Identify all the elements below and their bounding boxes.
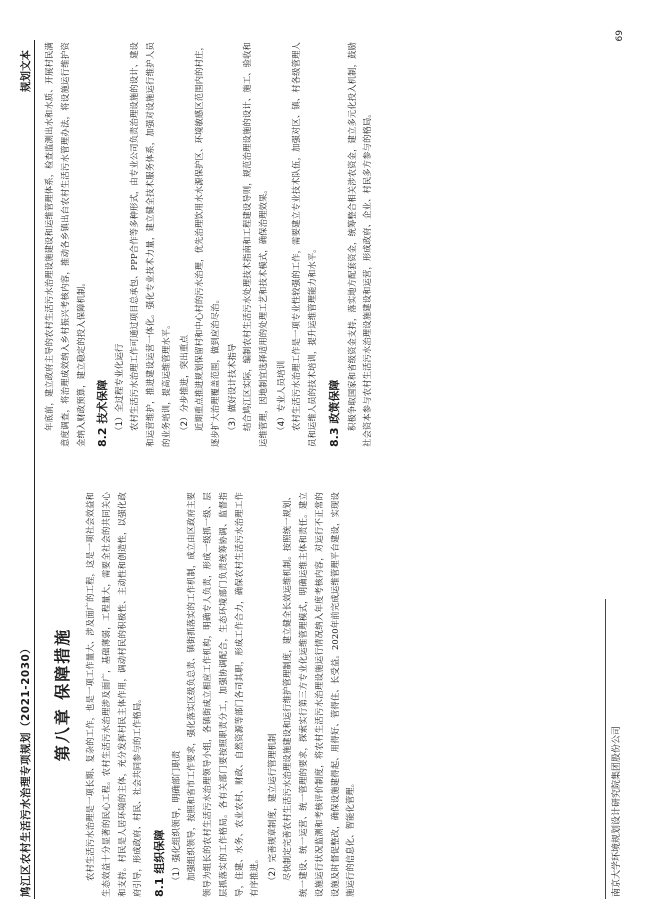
section-8-1-2-title: （2）完善规章制度，建立运行管理机制 bbox=[268, 733, 279, 885]
section-8-2-4-text: 农村生活污水治理工作是一项专业性较强的工作，需要建立专业技术队伍，加强对区、镇、村各级管理人员和运维人员的技术培训，提升运维管理能力和水平。 bbox=[290, 42, 317, 447]
page-number: 69 bbox=[615, 30, 625, 42]
section-8-1-1-title: （1）强化组织领导，明确部门职责 bbox=[172, 750, 183, 885]
section-8-2-1-title: （1）全过程专业化运行 bbox=[115, 343, 126, 435]
section-8-2-3-text: 结合鸠江区实际，编制农村生活污水处理技术指南和工程建设导则，规范治理设施的设计、施工、验收和运维管理，因地制宜选择适用的处理工艺和技术模式，确保治理效果。 bbox=[242, 42, 269, 447]
footer-organization: 南京大学环境规划设计研究院集团股份公司 bbox=[612, 725, 622, 897]
left-column bbox=[42, 492, 597, 897]
header-right-title: 规划文本 bbox=[20, 50, 32, 92]
header-left-title: 鸠江区农村生活污水治理专项规划（2021-2030） bbox=[20, 642, 32, 897]
section-8-1-3-text: 年底前，建立政府主导的农村生活污水治理设施建设和运维管理体系，检查监测出水和水质、开展村民满意度调查，将治理成效纳入乡村振兴考核内容，推动各乡镇出台农村生活污水管理办法，将设施运行维护资金纳入财政预算，建立稳定的投入保障机制。 bbox=[44, 42, 86, 447]
section-8-1-1-text: 加强组织领导，按照和省市工作要求，强化落实区级负总责、镇街抓落实的工作机制，成立由区政府主要领导为组长的农村生活污水治理领导小组，各镇街成立相应工作机构，明确专人负责，形成一级抓一级、层层抓落实的工作格局。各有关部门要按照职责分工，加强协调配合，生态环境部门负责统筹协调、监督指导，住建、水务、农业农村、财政、自然资源等部门各司其职，形成工作合力，确保农村生活污水治理工作有序推进。 bbox=[186, 492, 260, 897]
section-8-2-4-title: （4）专业人员培训 bbox=[276, 360, 287, 435]
chapter-title: 第八章 保障措施 bbox=[53, 627, 72, 762]
right-column bbox=[42, 42, 597, 447]
section-8-2-2-title: （2）分步推进，突出重点 bbox=[179, 335, 190, 435]
section-8-3-title: 8.3 政策保障 bbox=[327, 379, 341, 447]
section-8-1-title: 8.1 组织保障 bbox=[153, 829, 167, 897]
section-8-2-title: 8.2 技术保障 bbox=[96, 379, 110, 447]
section-8-2-2-text: 近期重点推进规划保留村和中心村的污水治理，优先治理饮用水水源保护区、环境敏感区范围内的村庄，逐步扩大治理覆盖范围，做到应治尽治。 bbox=[193, 42, 220, 447]
section-8-2-1-text: 农村生活污水治理工作可通过项目总承包、PPP合作等多种形式，由专业公司负责治理设施的设计、建设和运营维护，推进建设运营一体化。强化专业技术力量，建立健全技术服务体系，加强对设施运行维护人员的业务培训，提高运维管理水平。 bbox=[129, 42, 171, 447]
footer-rule bbox=[605, 599, 606, 899]
section-8-2-3-title: （3）做好设计技术指导 bbox=[228, 343, 239, 435]
chapter-intro: 农村生活污水治理是一项长期、复杂的工作，也是一项工作量大、涉及面广的工程，这是一项社会效益和生态效益十分显著的民心工程。农村生活污水治理涉及面广，基础薄弱，工程量大，需要全社会的共同关心和支持。村民是人居环境的主体，充分发挥村民主体作用，调动村民的积极性、主动性和创造性，以强化政府引导，形成政府、村民、社会共同参与的工作格局。 bbox=[85, 492, 143, 897]
header-rule bbox=[34, 40, 35, 899]
section-8-1-2-text: 尽快制定完善农村生活污水治理设施建设和运行维护管理制度，建立健全长效运维机制。按照统一规划、统一建设、统一运营、统一管理的要求，探索实行第三方专业化运维管理模式，明确运维主体和责任。建立设施运行状况监测和考核评价制度，将农村生活污水治理设施运行情况纳入年度考核内容，对运行不正常的设施及时督促整改，确保设施建得起、用得好、管得住、长受益。2020年前完成运维管理平台建设，实现设施运行的信息化、智能化管理。 bbox=[282, 492, 356, 897]
section-8-3-text: 积极争取国家和省级资金支持，落实地方配套资金，统筹整合相关涉农资金，建立多元化投入机制，鼓励社会资本参与农村生活污水治理设施建设和运营，形成政府、企业、村民多方参与的格局。 bbox=[346, 42, 373, 447]
